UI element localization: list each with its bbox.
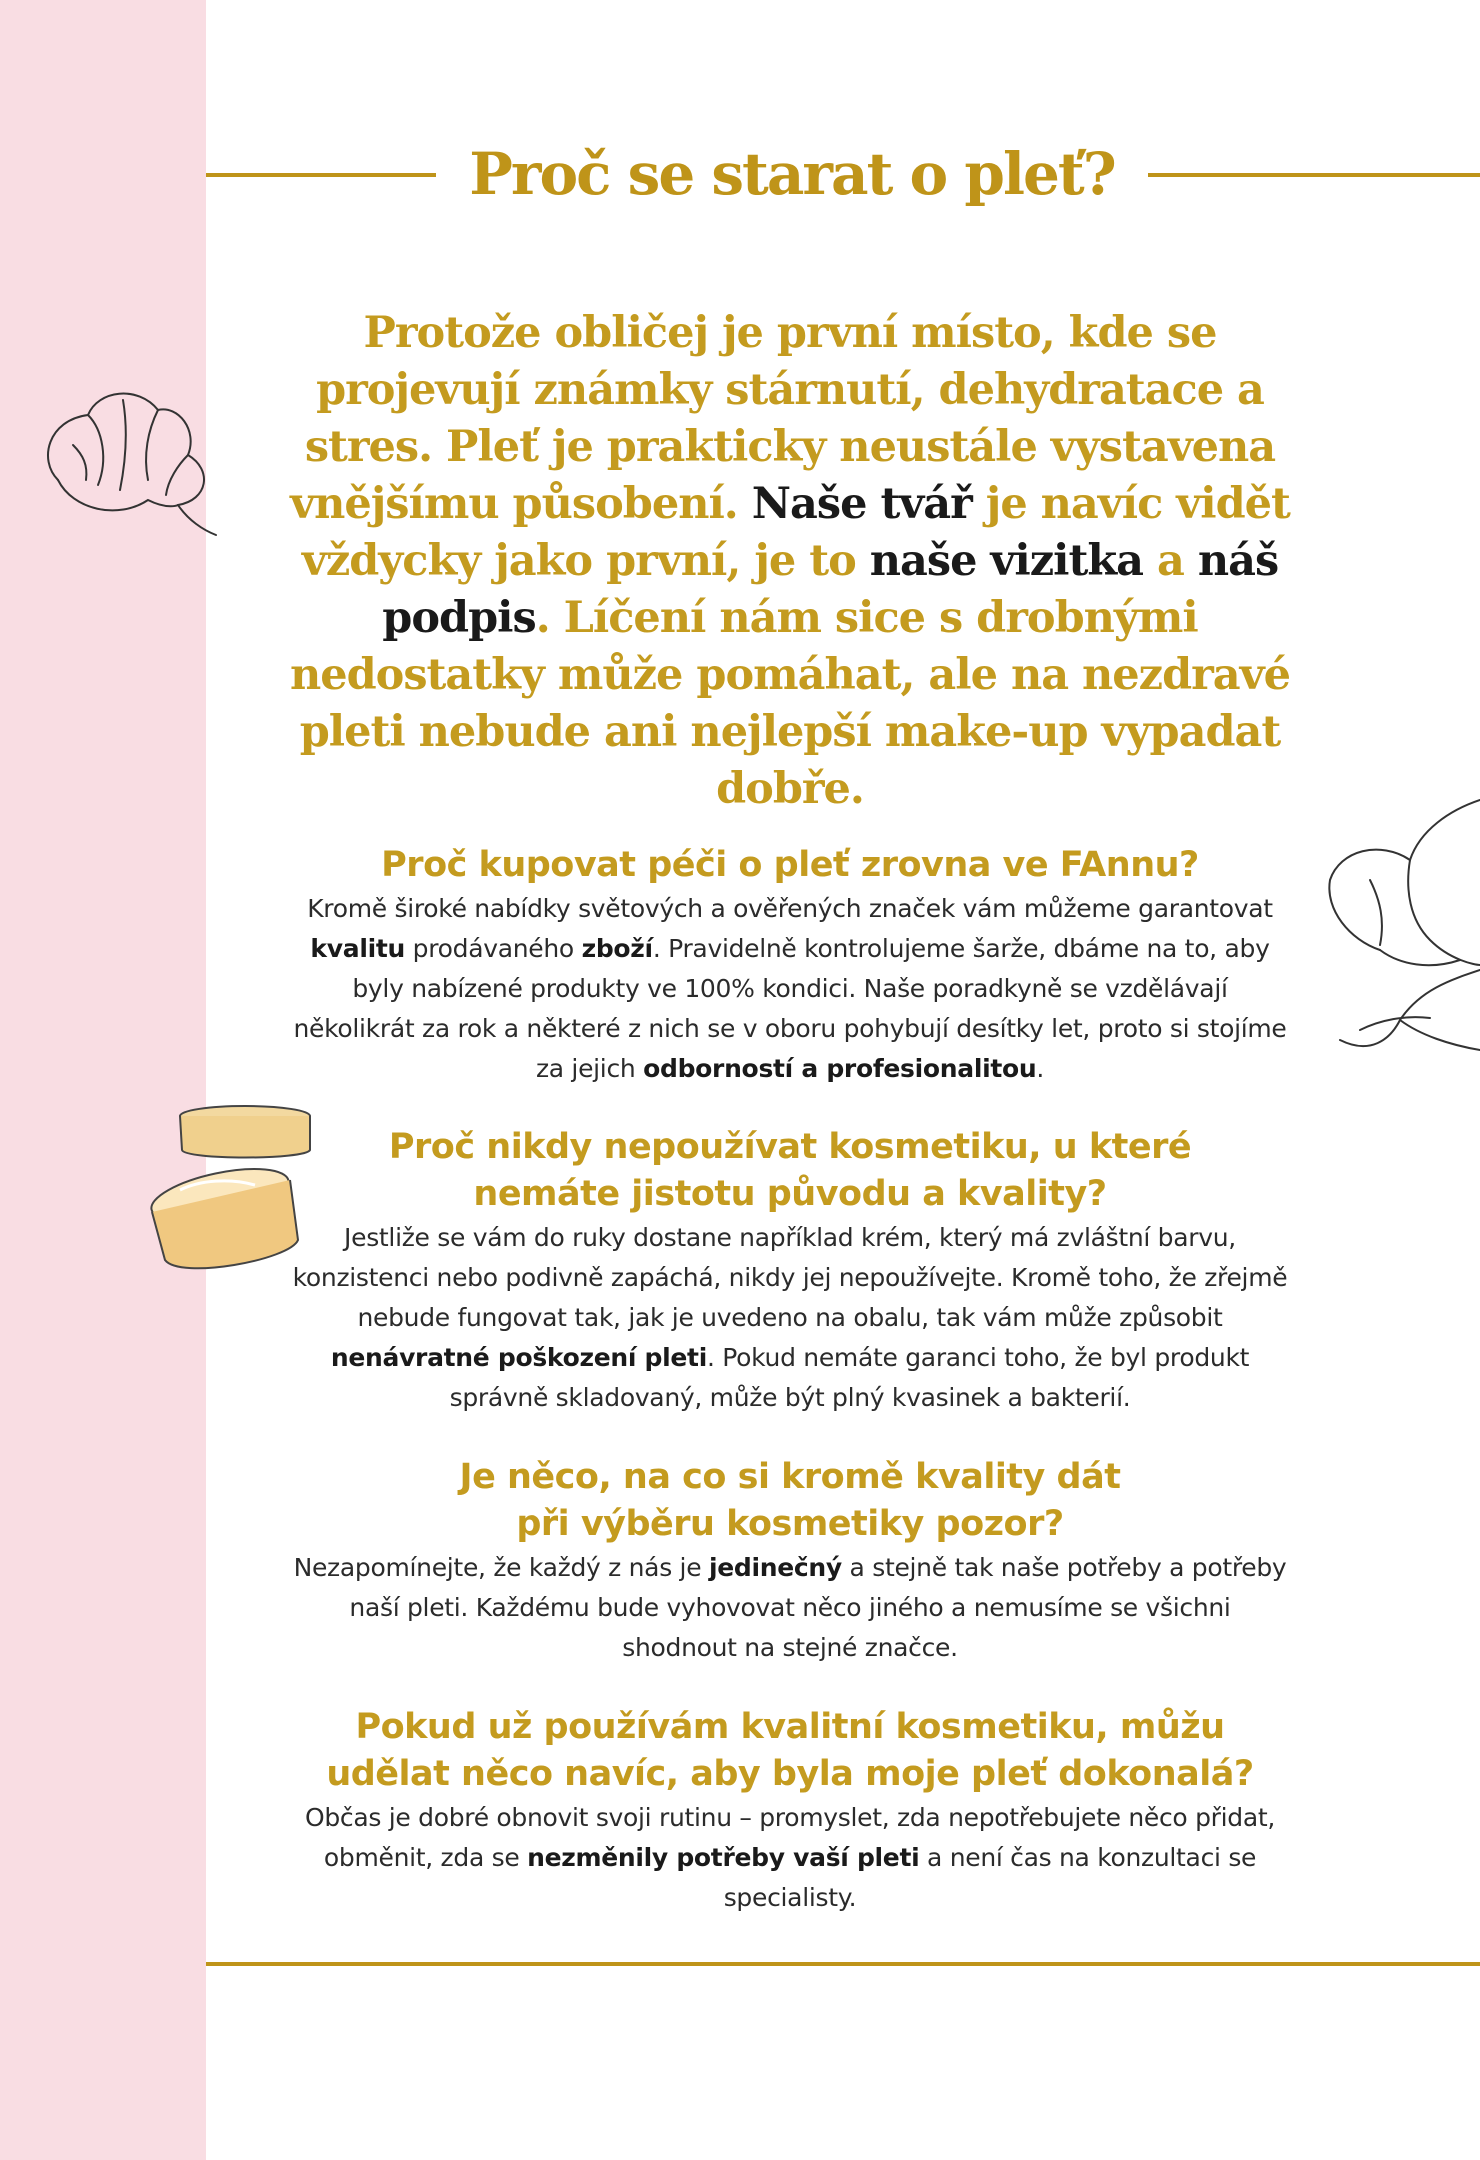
body-text: Kromě široké nabídky světových a ověřených značek vám můžeme garantovat [307, 894, 1273, 923]
section-heading: Proč kupovat péči o pleť zrovna ve FAnnu? [381, 845, 1199, 885]
intro-paragraph [260, 305, 1320, 818]
intro-highlight: Naše tvář [751, 479, 972, 529]
body-bold: kvalitu [310, 934, 406, 963]
section-why-buy [290, 842, 1290, 1089]
body-bold: jedinečný [708, 1553, 842, 1582]
section-what-else [290, 1454, 1290, 1668]
body-bold: zboží [581, 934, 653, 963]
heading-line: udělat něco navíc, aby byla moje pleť dokonalá? [326, 1754, 1254, 1794]
body-text: . Pokud nemáte garanci toho, že byl produkt správně skladovaný, může být plný kvasinek a bakterií. [449, 1343, 1250, 1412]
section-heading [290, 1454, 1290, 1548]
intro-highlight: náš podpis [382, 536, 1279, 643]
heading-line: Pokud už používám kvalitní kosmetiku, můžu [355, 1707, 1225, 1747]
pink-side-strip [0, 0, 206, 2160]
section-body [290, 1798, 1290, 1918]
section-body [290, 889, 1290, 1089]
intro-highlight: naše vizitka [869, 536, 1143, 586]
heading-line: při výběru kosmetiky pozor? [516, 1504, 1064, 1544]
flower-sketch-icon [1310, 790, 1480, 1080]
section-unknown-origin [290, 1124, 1290, 1418]
page-title: Proč se starat o pleť? [469, 140, 1115, 208]
heading-line: nemáte jistotu původu a kvality? [473, 1174, 1107, 1214]
body-bold: nezměnily potřeby vaší pleti [527, 1843, 920, 1872]
section-body [290, 1218, 1290, 1418]
body-bold: odborností a profesionalitou [643, 1054, 1037, 1083]
body-bold: nenávratné poškození pleti [330, 1343, 707, 1372]
cream-jar-icon [140, 1100, 330, 1280]
body-text: a stejně tak naše potřeby a potřeby naší pleti. Každému bude vyhovovat něco jiného a nemusíme se všichni shodnout na stejné značce. [349, 1553, 1287, 1662]
title-rule-right [1148, 173, 1480, 177]
title-rule-left [206, 173, 436, 177]
body-text: a není čas na konzultaci se specialisty. [723, 1843, 1257, 1912]
body-text: Občas je dobré obnovit svoji rutinu – promyslet, zda nepotřebujete něco přidat, obměnit, zda se [304, 1803, 1275, 1872]
body-text: . [1036, 1054, 1045, 1083]
intro-text: Protože obličej je první místo, kde se projevují známky stárnutí, dehydratace a stres. Pleť je prakticky neustále vystavena vnějšímu působení. [290, 308, 1276, 529]
intro-text: je navíc vidět vždycky jako první, je to [301, 479, 1290, 586]
section-body [290, 1548, 1290, 1668]
section-do-more [290, 1704, 1290, 1918]
section-heading [290, 1124, 1290, 1218]
flower-sketch-icon [28, 370, 218, 550]
heading-line: Proč nikdy nepoužívat kosmetiku, u které [388, 1127, 1192, 1167]
bottom-rule [206, 1962, 1480, 1966]
section-heading [290, 1704, 1290, 1798]
heading-line: Je něco, na co si kromě kvality dát [459, 1457, 1121, 1497]
body-text: Nezapomínejte, že každý z nás je [293, 1553, 709, 1582]
body-text: prodávaného [405, 934, 582, 963]
body-text: . Pravidelně kontrolujeme šarže, dbáme na to, aby byly nabízené produkty ve 100% kondici. Naše poradkyně se vzdělávají několikrát za rok a některé z nich se v oboru pohybují desítky let, proto si stojíme za jejich [293, 934, 1287, 1083]
intro-text: a [1143, 536, 1198, 586]
intro-text: . Líčení nám sice s drobnými nedostatky může pomáhat, ale na nezdravé pleti nebude ani nejlepší make-up vypadat dobře. [289, 593, 1291, 814]
body-text: Jestliže se vám do ruky dostane například krém, který má zvláštní barvu, konzistenci nebo podivně zapáchá, nikdy jej nepoužívejte. Kromě toho, že zřejmě nebude fungovat tak, jak je uvedeno na obalu, tak vám může způsobit [292, 1223, 1288, 1332]
